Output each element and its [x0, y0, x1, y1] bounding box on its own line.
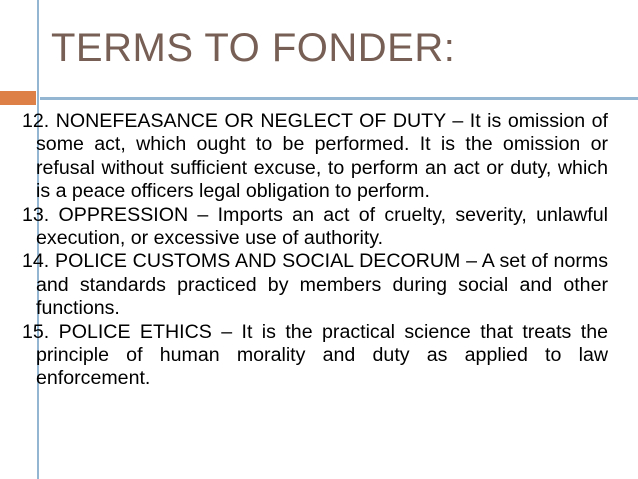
title-accent-block	[0, 91, 36, 105]
slide-body	[22, 110, 608, 391]
term-item-12: 12. NONEFEASANCE OR NEGLECT OF DUTY – It is omission of some act, which ought to be performed. It is the omission or refusal without sufficient excuse, to perform an act or duty, which is a peace officers legal obligation to perform.	[22, 110, 608, 203]
term-item-15: 15. POLICE ETHICS – It is the practical science that treats the principle of human morality and duty as applied to law enforcement.	[22, 320, 608, 390]
title-divider	[40, 97, 638, 100]
term-item-14: 14. POLICE CUSTOMS AND SOCIAL DECORUM – A set of norms and standards practiced by members during social and other functions.	[22, 250, 608, 320]
slide-title: TERMS TO FONDER:	[51, 26, 456, 70]
term-item-13: 13. OPPRESSION – Imports an act of cruelty, severity, unlawful execution, or excessive use of authority.	[22, 203, 608, 250]
